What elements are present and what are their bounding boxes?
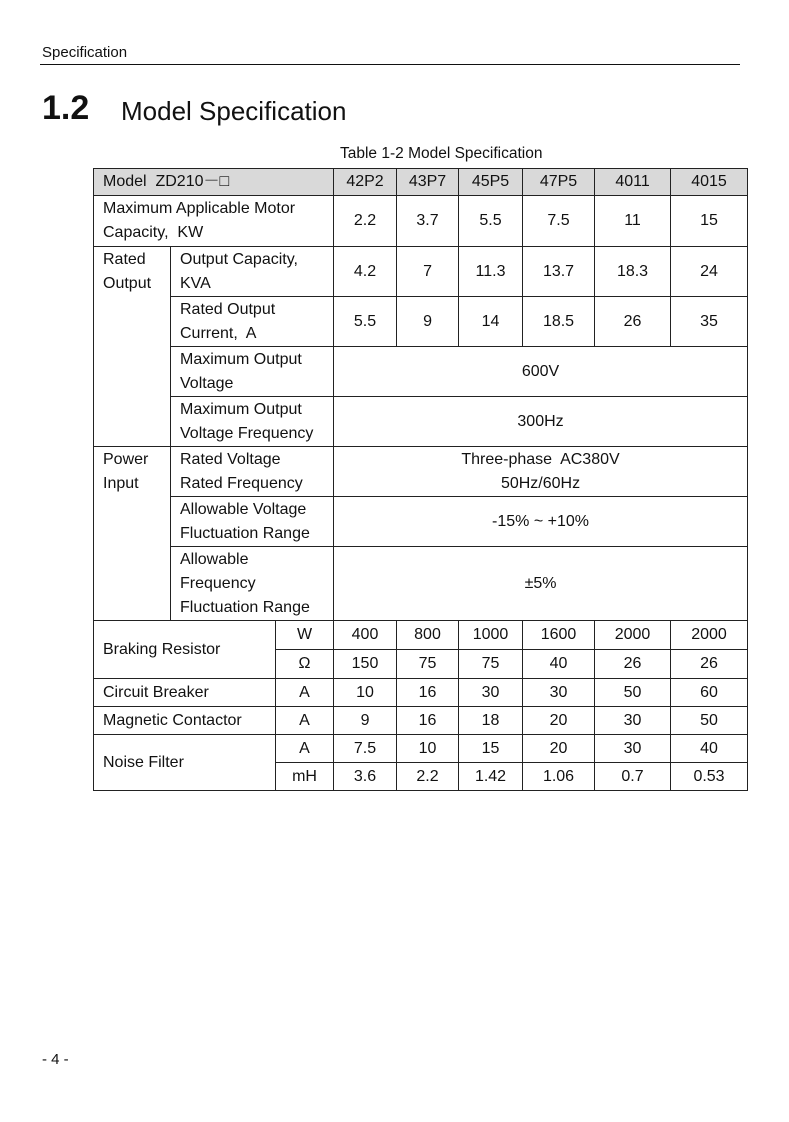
braking-resistor-value: 26: [671, 650, 748, 679]
noise-filter-value: 15: [459, 735, 523, 763]
table-row: [94, 679, 748, 707]
output-capacity-value: 7: [397, 247, 459, 297]
noise-filter-unit: A: [276, 735, 334, 763]
motor-capacity-value: 11: [595, 196, 671, 247]
table-row: [94, 621, 748, 650]
circuit-breaker-value: 30: [523, 679, 595, 707]
magnetic-contactor-value: 9: [334, 707, 397, 735]
max-output-frequency-label: Maximum Output Voltage Frequency: [171, 397, 334, 447]
output-capacity-value: 24: [671, 247, 748, 297]
braking-resistor-value: 2000: [595, 621, 671, 650]
running-header: Specification: [42, 44, 128, 61]
noise-filter-value: 2.2: [397, 763, 459, 791]
braking-resistor-value: 150: [334, 650, 397, 679]
table-row: [94, 397, 748, 447]
table-row: [94, 547, 748, 621]
braking-resistor-value: 1600: [523, 621, 595, 650]
rated-current-label: Rated Output Current, A: [171, 297, 334, 347]
noise-filter-value: 1.06: [523, 763, 595, 791]
header-rule: [40, 64, 740, 65]
rated-current-value: 9: [397, 297, 459, 347]
braking-resistor-label: Braking Resistor: [94, 621, 276, 679]
noise-filter-value: 30: [595, 735, 671, 763]
braking-resistor-value: 75: [459, 650, 523, 679]
noise-filter-value: 20: [523, 735, 595, 763]
braking-resistor-unit: Ω: [276, 650, 334, 679]
motor-capacity-value: 2.2: [334, 196, 397, 247]
rated-voltage-frequency-label: Rated Voltage Rated Frequency: [171, 447, 334, 497]
power-input-group-label: Power Input: [94, 447, 171, 621]
noise-filter-value: 3.6: [334, 763, 397, 791]
motor-capacity-value: 15: [671, 196, 748, 247]
model-column-header: 43P7: [397, 169, 459, 196]
model-specification-table: [93, 168, 748, 791]
table-row: [94, 347, 748, 397]
magnetic-contactor-value: 20: [523, 707, 595, 735]
braking-resistor-value: 400: [334, 621, 397, 650]
frequency-fluctuation-label: Allowable Frequency Fluctuation Range: [171, 547, 334, 621]
table-row: [94, 447, 748, 497]
braking-resistor-unit: W: [276, 621, 334, 650]
magnetic-contactor-value: 50: [671, 707, 748, 735]
model-label-header: Model ZD210－□: [94, 169, 334, 196]
max-output-voltage-label: Maximum Output Voltage: [171, 347, 334, 397]
table-caption: Table 1-2 Model Specification: [340, 145, 543, 162]
magnetic-contactor-value: 16: [397, 707, 459, 735]
braking-resistor-value: 800: [397, 621, 459, 650]
table-row: [94, 497, 748, 547]
table-row: [94, 196, 748, 247]
section-number: 1.2: [42, 89, 90, 127]
noise-filter-value: 40: [671, 735, 748, 763]
rated-current-value: 26: [595, 297, 671, 347]
frequency-fluctuation-value: ±5%: [334, 547, 748, 621]
table-row: [94, 707, 748, 735]
noise-filter-value: 7.5: [334, 735, 397, 763]
braking-resistor-value: 26: [595, 650, 671, 679]
rated-voltage-frequency-value: Three-phase AC380V 50Hz/60Hz: [334, 447, 748, 497]
page-number: - 4 -: [42, 1051, 69, 1068]
magnetic-contactor-value: 18: [459, 707, 523, 735]
model-column-header: 4015: [671, 169, 748, 196]
model-column-header: 47P5: [523, 169, 595, 196]
output-capacity-value: 13.7: [523, 247, 595, 297]
circuit-breaker-value: 60: [671, 679, 748, 707]
table-header-row: [94, 169, 748, 196]
noise-filter-value: 0.7: [595, 763, 671, 791]
motor-capacity-value: 3.7: [397, 196, 459, 247]
circuit-breaker-value: 10: [334, 679, 397, 707]
noise-filter-value: 0.53: [671, 763, 748, 791]
magnetic-contactor-label: Magnetic Contactor: [94, 707, 276, 735]
braking-resistor-value: 2000: [671, 621, 748, 650]
max-output-voltage-value: 600V: [334, 347, 748, 397]
rated-current-value: 35: [671, 297, 748, 347]
noise-filter-label: Noise Filter: [94, 735, 276, 791]
motor-capacity-label: Maximum Applicable Motor Capacity, KW: [94, 196, 334, 247]
table-row: [94, 247, 748, 297]
motor-capacity-value: 7.5: [523, 196, 595, 247]
voltage-fluctuation-value: -15% ~ +10%: [334, 497, 748, 547]
rated-current-value: 18.5: [523, 297, 595, 347]
output-capacity-label: Output Capacity, KVA: [171, 247, 334, 297]
magnetic-contactor-unit: A: [276, 707, 334, 735]
circuit-breaker-value: 50: [595, 679, 671, 707]
output-capacity-value: 18.3: [595, 247, 671, 297]
model-column-header: 4011: [595, 169, 671, 196]
model-column-header: 45P5: [459, 169, 523, 196]
table-row: [94, 297, 748, 347]
table-row: [94, 735, 748, 763]
section-title: Model Specification: [121, 96, 347, 126]
output-capacity-value: 11.3: [459, 247, 523, 297]
braking-resistor-value: 40: [523, 650, 595, 679]
magnetic-contactor-value: 30: [595, 707, 671, 735]
circuit-breaker-label: Circuit Breaker: [94, 679, 276, 707]
braking-resistor-value: 75: [397, 650, 459, 679]
noise-filter-value: 1.42: [459, 763, 523, 791]
noise-filter-value: 10: [397, 735, 459, 763]
noise-filter-unit: mH: [276, 763, 334, 791]
circuit-breaker-value: 16: [397, 679, 459, 707]
rated-current-value: 14: [459, 297, 523, 347]
circuit-breaker-value: 30: [459, 679, 523, 707]
output-capacity-value: 4.2: [334, 247, 397, 297]
motor-capacity-value: 5.5: [459, 196, 523, 247]
voltage-fluctuation-label: Allowable Voltage Fluctuation Range: [171, 497, 334, 547]
circuit-breaker-unit: A: [276, 679, 334, 707]
model-column-header: 42P2: [334, 169, 397, 196]
max-output-frequency-value: 300Hz: [334, 397, 748, 447]
braking-resistor-value: 1000: [459, 621, 523, 650]
rated-output-group-label: Rated Output: [94, 247, 171, 447]
rated-current-value: 5.5: [334, 297, 397, 347]
